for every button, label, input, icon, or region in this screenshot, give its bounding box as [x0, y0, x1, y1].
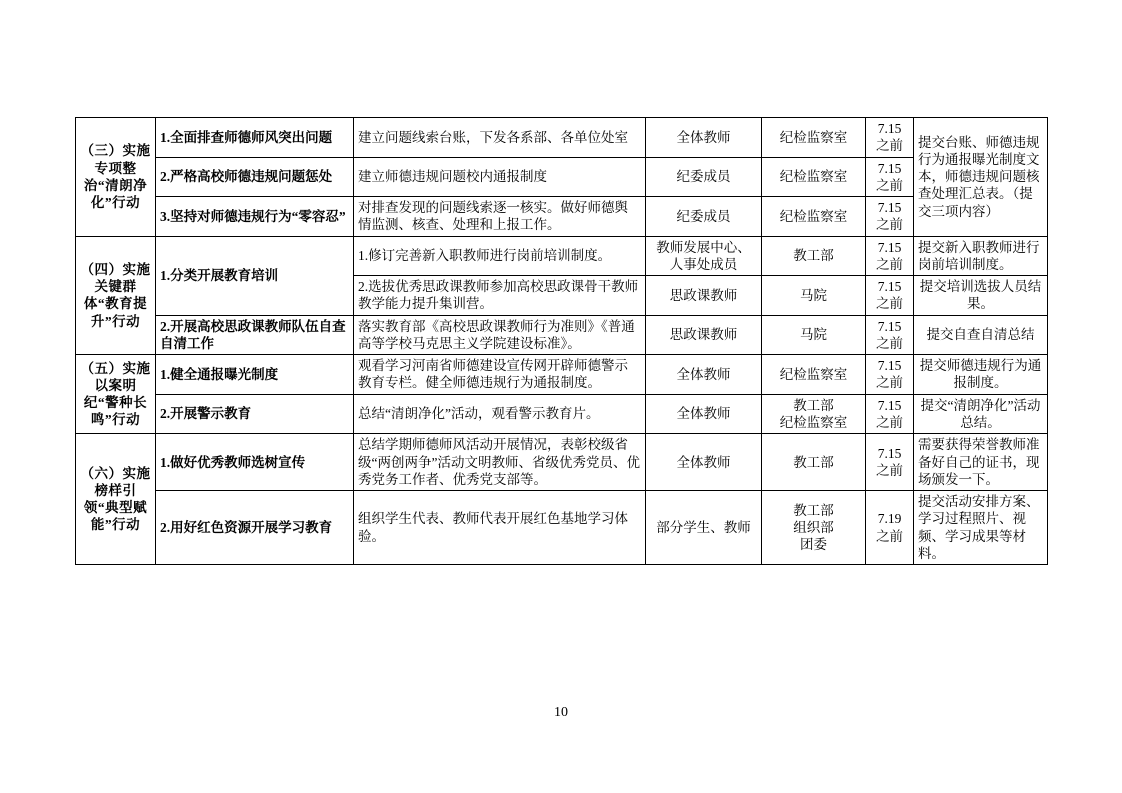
participants-cell: 纪委成员	[646, 157, 762, 197]
deadline-cell	[866, 394, 914, 434]
department-line-2: 组织部	[793, 519, 834, 535]
deliverable-cell: 提交台账、师德违规行为通报曝光制度文本，师德违规问题核查处理汇总表。（提交三项内容）	[914, 118, 1048, 237]
deadline-date: 7.15	[877, 239, 902, 255]
deadline-qualifier: 之前	[876, 463, 903, 479]
deadline-qualifier: 之前	[876, 375, 903, 391]
table-row	[76, 197, 1048, 237]
measure-cell: 总结“清朗净化”活动，观看警示教育片。	[354, 394, 646, 434]
task-cell: 2.开展高校思政课教师队伍自查自清工作	[156, 315, 354, 355]
participants-cell: 教师发展中心、人事处成员	[646, 236, 762, 276]
department-cell: 纪检监察室	[762, 118, 866, 158]
category-cell: （四）实施关键群体“教育提升”行动	[76, 236, 156, 355]
task-cell: 2.开展警示教育	[156, 394, 354, 434]
deadline-date: 7.15	[877, 397, 902, 413]
measure-cell: 总结学期师德师风活动开展情况，表彰校级省级“两创两争”活动文明教师、省级优秀党员、优秀党务工作者、优秀党支部等。	[354, 434, 646, 491]
deadline-date: 7.15	[877, 121, 902, 136]
deadline-cell	[866, 355, 914, 395]
measure-cell: 对排查发现的问题线索逐一核实。做好师德舆情监测、核查、处理和上报工作。	[354, 197, 646, 237]
deadline-qualifier: 之前	[876, 414, 903, 430]
deadline-cell	[866, 157, 914, 197]
deadline-qualifier: 之前	[876, 335, 903, 351]
deliverable-cell: 提交活动安排方案、学习过程照片、视频、学习成果等材料。	[914, 491, 1048, 565]
table-row	[76, 236, 1048, 276]
deliverable-cell: 提交培训选拔人员结果。	[914, 276, 1048, 316]
deadline-date: 7.15	[877, 445, 902, 461]
deadline-date: 7.15	[877, 318, 902, 334]
deadline-date: 7.15	[877, 200, 902, 216]
deadline-cell	[866, 491, 914, 565]
deliverable-cell: 提交新入职教师进行岗前培训制度。	[914, 236, 1048, 276]
deadline-cell	[866, 276, 914, 316]
department-line-2: 纪检监察室	[779, 414, 848, 430]
table-row	[76, 355, 1048, 395]
participants-cell: 纪委成员	[646, 197, 762, 237]
table-row	[76, 157, 1048, 197]
measure-cell: 2.选拔优秀思政课教师参加高校思政课骨干教师教学能力提升集训营。	[354, 276, 646, 316]
participants-cell: 部分学生、教师	[646, 491, 762, 565]
task-cell: 3.坚持对师德违规行为“零容忍”	[156, 197, 354, 237]
deadline-date: 7.19	[877, 511, 902, 527]
measure-cell: 组织学生代表、教师代表开展红色基地学习体验。	[354, 491, 646, 565]
department-line-1: 教工部	[793, 397, 834, 413]
deadline-qualifier: 之前	[876, 177, 903, 193]
task-cell: 1.分类开展教育培训	[156, 236, 354, 315]
table-row	[76, 118, 1048, 158]
deadline-date: 7.15	[877, 279, 902, 295]
participants-cell: 全体教师	[646, 355, 762, 395]
table-row	[76, 315, 1048, 355]
deadline-cell	[866, 315, 914, 355]
deadline-qualifier: 之前	[876, 217, 903, 233]
measure-cell: 观看学习河南省师德建设宣传网开辟师德警示教育专栏。健全师德违规行为通报制度。	[354, 355, 646, 395]
category-cell: （六）实施榜样引领“典型赋能”行动	[76, 434, 156, 565]
deadline-qualifier: 之前	[876, 256, 903, 272]
participants-cell: 思政课教师	[646, 315, 762, 355]
department-cell: 教工部	[762, 434, 866, 491]
table-row	[76, 434, 1048, 491]
measure-cell: 1.修订完善新入职教师进行岗前培训制度。	[354, 236, 646, 276]
deadline-cell	[866, 236, 914, 276]
measure-cell: 建立师德违规问题校内通报制度	[354, 157, 646, 197]
task-cell: 2.用好红色资源开展学习教育	[156, 491, 354, 565]
measure-cell: 落实教育部《高校思政课教师行为准则》《普通高等学校马克思主义学院建设标准》。	[354, 315, 646, 355]
deliverable-cell: 需要获得荣誉教师准备好自己的证书，现场颁发一下。	[914, 434, 1048, 491]
department-cell: 纪检监察室	[762, 157, 866, 197]
category-cell: （三）实施专项整治“清朗净化”行动	[76, 118, 156, 237]
task-cell: 2.严格高校师德违规问题惩处	[156, 157, 354, 197]
department-cell: 马院	[762, 315, 866, 355]
deadline-date: 7.15	[877, 358, 902, 374]
deliverable-cell: 提交“清朗净化”活动总结。	[914, 394, 1048, 434]
participants-cell: 全体教师	[646, 118, 762, 158]
deadline-cell	[866, 197, 914, 237]
table-row	[76, 491, 1048, 565]
participants-cell: 全体教师	[646, 394, 762, 434]
deadline-qualifier: 之前	[876, 138, 903, 154]
category-cell: （五）实施以案明纪“警种长鸣”行动	[76, 355, 156, 434]
deadline-date: 7.15	[877, 160, 902, 176]
deadline-qualifier: 之前	[876, 528, 903, 544]
deadline-cell	[866, 434, 914, 491]
deadline-cell	[866, 118, 914, 158]
deadline-qualifier: 之前	[876, 296, 903, 312]
task-cell: 1.做好优秀教师选树宣传	[156, 434, 354, 491]
plan-table	[75, 117, 1048, 565]
department-line-3: 团委	[800, 537, 827, 553]
participants-cell: 全体教师	[646, 434, 762, 491]
deliverable-cell: 提交自查自清总结	[914, 315, 1048, 355]
department-cell: 教工部	[762, 236, 866, 276]
page-number: 10	[554, 705, 568, 720]
department-cell: 纪检监察室	[762, 355, 866, 395]
task-cell: 1.健全通报曝光制度	[156, 355, 354, 395]
department-cell	[762, 491, 866, 565]
department-cell: 马院	[762, 276, 866, 316]
deliverable-cell: 提交师德违规行为通报制度。	[914, 355, 1048, 395]
department-cell: 纪检监察室	[762, 197, 866, 237]
task-cell: 1.全面排查师德师风突出问题	[156, 118, 354, 158]
table-row	[76, 394, 1048, 434]
plan-table-container	[75, 117, 1047, 565]
measure-cell: 建立问题线索台账，下发各系部、各单位处室	[354, 118, 646, 158]
department-cell	[762, 394, 866, 434]
participants-cell: 思政课教师	[646, 276, 762, 316]
department-line-1: 教工部	[793, 502, 834, 518]
